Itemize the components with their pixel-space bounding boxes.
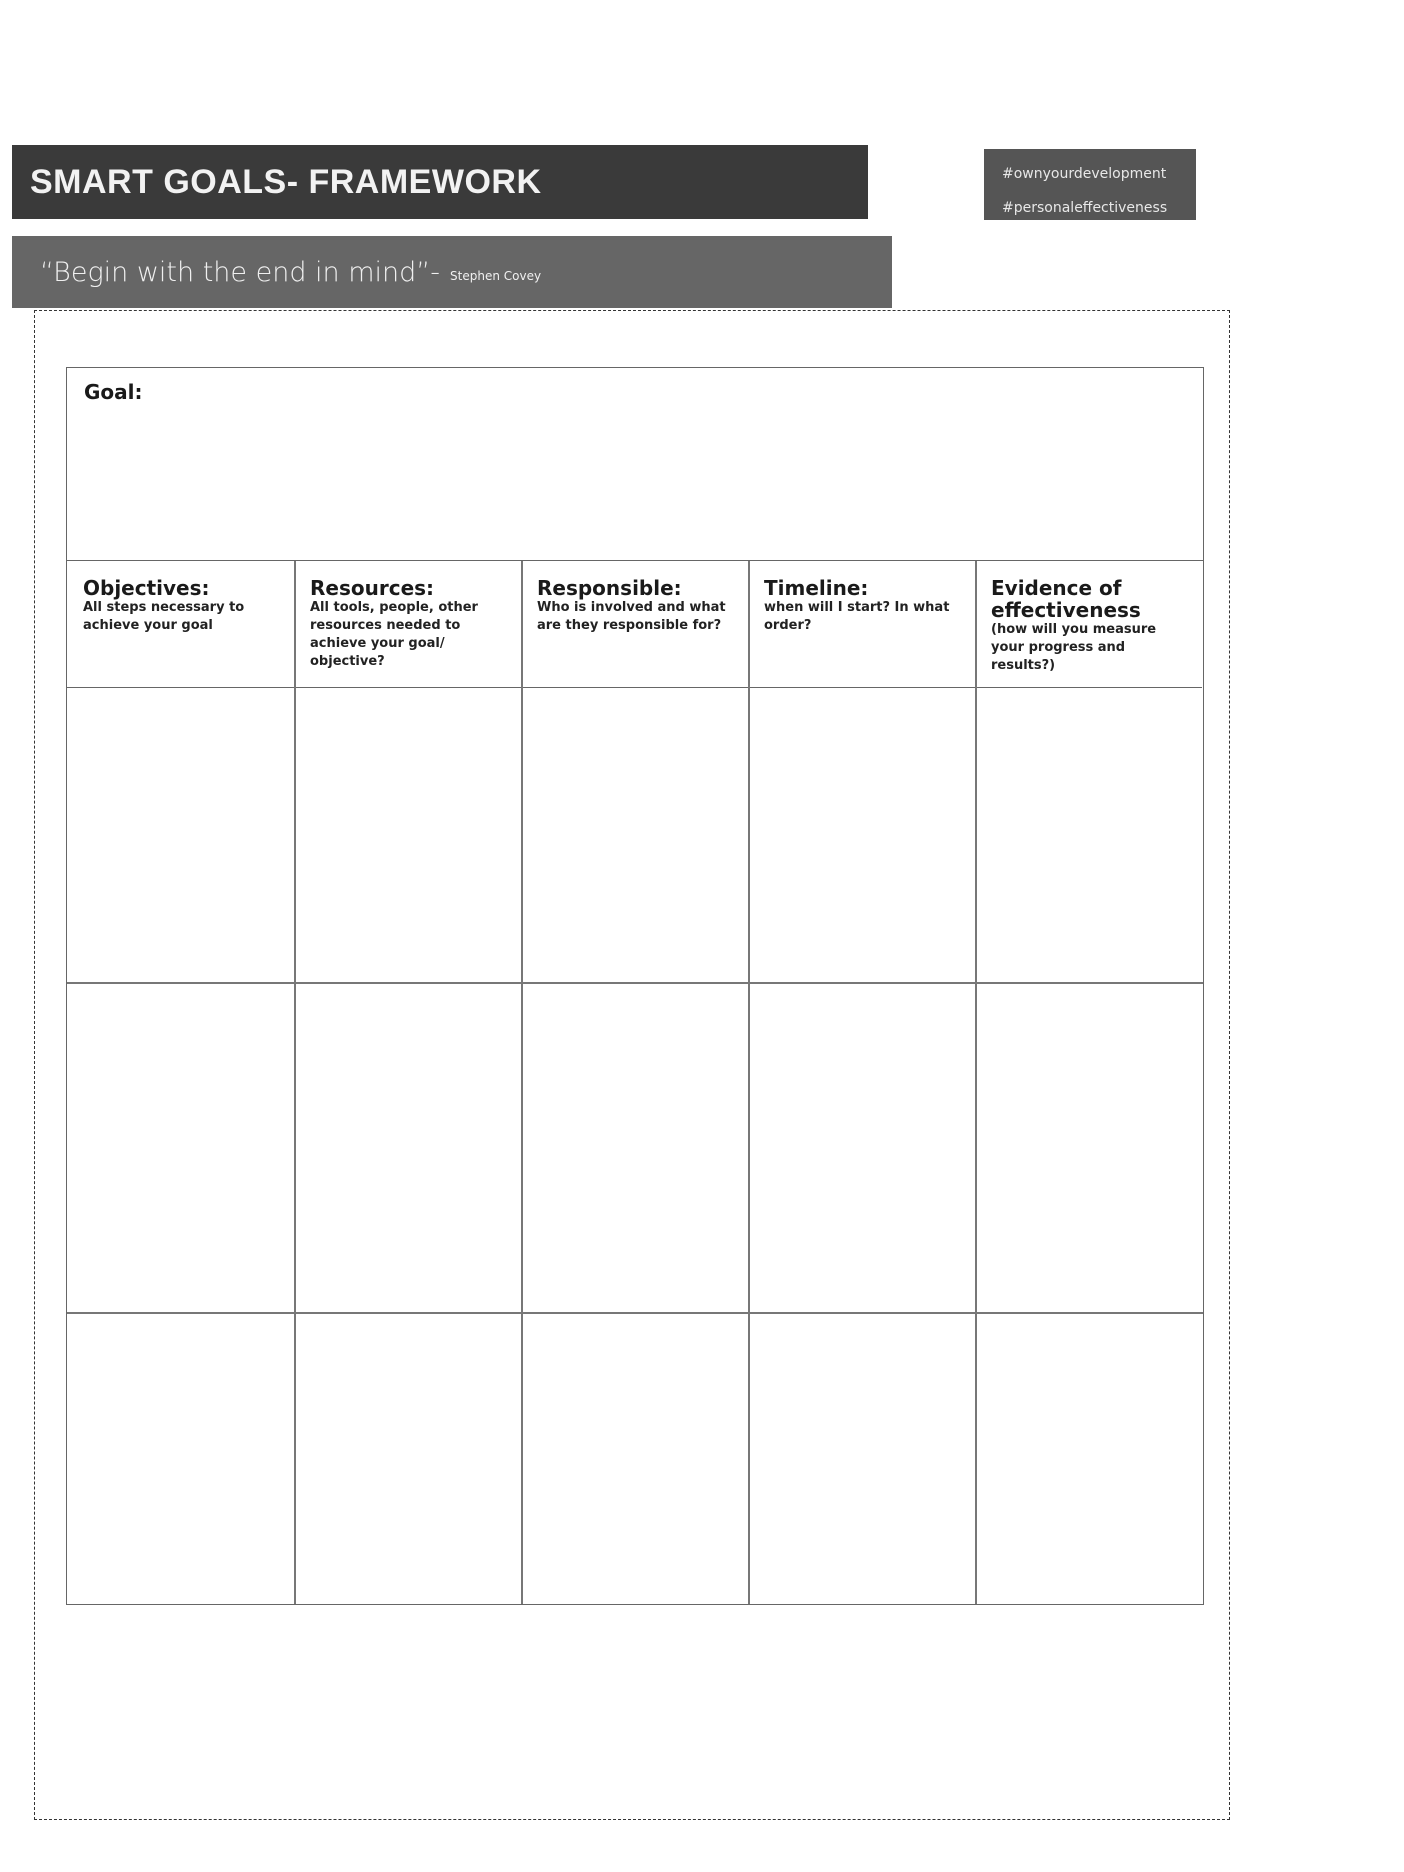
column-header-responsible (521, 561, 748, 688)
resources-subtitle: All tools, people, other resources needed to achieve your goal/ objective? (310, 600, 478, 669)
column-header-resources (294, 561, 521, 688)
responsible-cell-row-3[interactable] (521, 1314, 748, 1604)
timeline-subtitle: when will I start? In what order? (764, 600, 950, 633)
objectives-subtitle: All steps necessary to achieve your goal (83, 600, 245, 633)
objective-cell-row-3[interactable] (67, 1314, 294, 1604)
goal-field[interactable] (67, 368, 1203, 561)
resources-cell-row-2[interactable] (294, 984, 521, 1312)
evidence-cell-row-2[interactable] (975, 984, 1202, 1312)
timeline-title: Timeline: (764, 576, 869, 600)
evidence-cell-row-1[interactable] (975, 688, 1202, 982)
hashtag-personal-effectiveness: #personaleffectiveness (1002, 200, 1168, 216)
hashtag-box (984, 149, 1196, 220)
resources-title: Resources: (310, 576, 435, 600)
objectives-title: Objectives: (83, 576, 210, 600)
timeline-cell-row-2[interactable] (748, 984, 975, 1312)
resources-cell-row-1[interactable] (294, 688, 521, 982)
quote-banner (12, 236, 892, 308)
timeline-cell-row-1[interactable] (748, 688, 975, 982)
objective-cell-row-1[interactable] (67, 688, 294, 982)
timeline-cell-row-3[interactable] (748, 1314, 975, 1604)
goal-label: Goal: (84, 380, 143, 404)
page-title: SMART GOALS- FRAMEWORK (30, 162, 542, 201)
evidence-subtitle: (how will you measure your progress and results?) (991, 622, 1157, 673)
responsible-title: Responsible: (537, 576, 682, 600)
responsible-cell-row-1[interactable] (521, 688, 748, 982)
hashtag-own-development: #ownyourdevelopment (1002, 166, 1167, 182)
evidence-title: Evidence of effectiveness (991, 576, 1141, 622)
objective-cell-row-2[interactable] (67, 984, 294, 1312)
evidence-cell-row-3[interactable] (975, 1314, 1202, 1604)
responsible-subtitle: Who is involved and what are they responsible for? (537, 600, 726, 633)
quote-author: Stephen Covey (450, 269, 542, 283)
resources-cell-row-3[interactable] (294, 1314, 521, 1604)
title-banner (12, 145, 868, 219)
column-header-timeline (748, 561, 975, 688)
column-header-objectives (67, 561, 294, 688)
smart-goals-table (66, 367, 1204, 1605)
column-header-evidence (975, 561, 1202, 688)
responsible-cell-row-2[interactable] (521, 984, 748, 1312)
quote-text: “Begin with the end in mind”- (40, 256, 441, 288)
